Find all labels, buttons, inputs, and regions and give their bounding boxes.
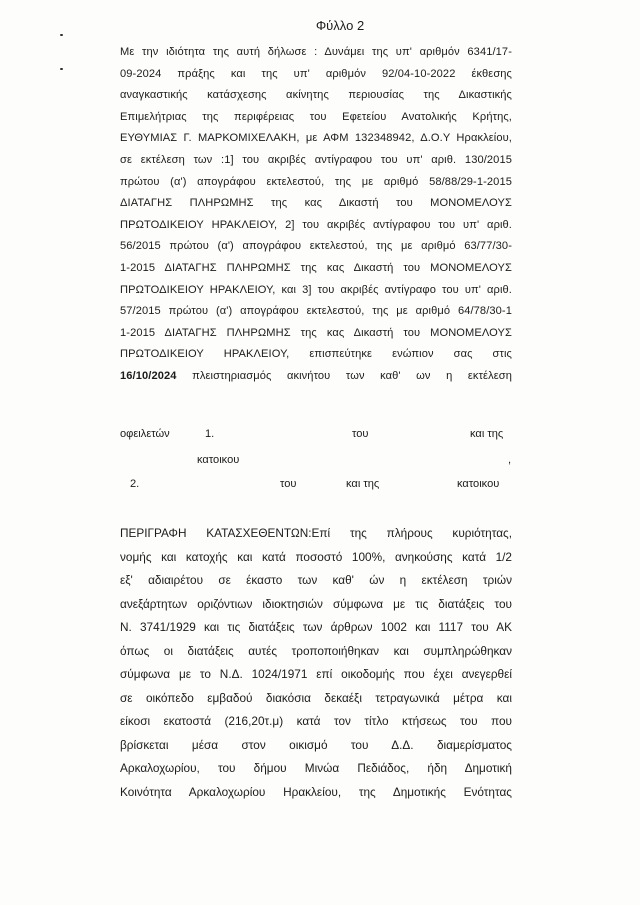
text-line: Κοινότητα Αρκαλοχωρίου Ηρακλείου, της Δημοτικής Ενότητας bbox=[120, 784, 512, 799]
text-line: ΠΡΩΤΟΔΙΚΕΙΟΥ ΗΡΑΚΛΕΙΟΥ, 2] του ακριβές αντίγραφου του υπ' αριθ. bbox=[120, 218, 512, 231]
text-line: 1-2015 ΔΙΑΤΑΓΗΣ ΠΛΗΡΩΜΗΣ της κας Δικαστή του ΜΟΝΟΜΕΛΟΥΣ bbox=[120, 326, 512, 339]
text-line: ΠΡΩΤΟΔΙΚΕΙΟΥ ΗΡΑΚΛΕΙΟΥ, επισπεύτηκε ενώπιον σας στις bbox=[120, 348, 512, 361]
text-line: Επιμελήτριας της περιφέρειας του Εφετείου Ανατολικής Κρήτης, bbox=[120, 110, 512, 123]
text-line: ΕΥΘΥΜΙΑΣ Γ. ΜΑΡΚΟΜΙΧΕΛΑΚΗ, με ΑΦΜ 132348942, Δ.Ο.Υ Ηρακλείου, bbox=[120, 132, 512, 145]
intro-paragraph bbox=[120, 42, 512, 388]
text-line: ΔΙΑΤΑΓΗΣ ΠΛΗΡΩΜΗΣ της κας Δικαστή του ΜΟΝΟΜΕΛΟΥΣ bbox=[120, 197, 512, 210]
scan-speck bbox=[60, 68, 63, 70]
text-line: πρώτου (α') απογράφου εκτελεστού, της με αριθμό 58/88/29-1-2015 bbox=[120, 175, 512, 188]
debtor-comma: , bbox=[508, 454, 512, 466]
debtor-row-3 bbox=[120, 478, 512, 500]
text-line: αναγκαστικής κατάσχεσης ακίνητης περιουσίας της Δικαστικής bbox=[120, 89, 512, 102]
auction-line bbox=[120, 366, 512, 388]
text-line: Ν. 3741/1929 και τις διατάξεις των άρθρων 1002 και 1117 του ΑΚ bbox=[120, 620, 512, 634]
text-line: ΠΕΡΙΓΡΑΦΗ ΚΑΤΑΣΧΕΘΕΝΤΩΝ:Επί της πλήρους κυριότητας, bbox=[120, 526, 512, 540]
auction-text: πλειστηριασμός ακινήτου των καθ' ων η εκτέλεση bbox=[192, 369, 513, 382]
text-line: είκοσι εκατοστά (216,20τ.μ) κατά τον τίτλο κτήσεως του που bbox=[120, 714, 512, 728]
debtor-tou: του bbox=[280, 478, 297, 490]
text-line: 57/2015 πρώτου (α') απογράφου εκτελεστού, της με αριθμό 64/78/30-1 bbox=[120, 305, 512, 318]
text-line: νομής και κατοχής και κατά ποσοστό 100%, ανηκούσης κατά 1/2 bbox=[120, 549, 512, 564]
debtor-row-2 bbox=[120, 454, 512, 476]
debtors-label: οφειλετών bbox=[120, 428, 170, 440]
text-line: βρίσκεται μέσα στον οικισμό του Δ.Δ. διαμερίσματος bbox=[120, 737, 512, 752]
text-line: 09-2024 πράξης και της υπ' αριθμόν 92/04-10-2022 έκθεσης bbox=[120, 67, 512, 80]
text-line: Με την ιδιότητα της αυτή δήλωσε : Δυνάμει της υπ' αριθμόν 6341/17- bbox=[120, 46, 512, 58]
page-header: Φύλλο 2 bbox=[315, 18, 365, 33]
debtor-tou: του bbox=[352, 428, 369, 440]
text-line: 1-2015 ΔΙΑΤΑΓΗΣ ΠΛΗΡΩΜΗΣ της κας Δικαστή του ΜΟΝΟΜΕΛΟΥΣ bbox=[120, 261, 512, 274]
text-line: ΠΡΩΤΟΔΙΚΕΙΟΥ ΗΡΑΚΛΕΙΟΥ, και 3] του ακριβές αντίγραφο του υπ' αριθ. bbox=[120, 283, 512, 296]
debtor-katoikou: κατοικου bbox=[197, 454, 240, 466]
debtor-number: 2. bbox=[130, 478, 140, 490]
debtor-kai-tis: και της bbox=[470, 428, 504, 440]
text-line: 56/2015 πρώτου (α') απογράφου εκτελεστού, της με αριθμό 63/77/30- bbox=[120, 240, 512, 253]
text-line: σε εκτέλεση των :1] του ακριβές αντίγραφου του υπ' αριθ. 130/2015 bbox=[120, 153, 512, 166]
scan-speck bbox=[60, 34, 63, 36]
text-line: ανεξάρτητων οριζόντιων ιδιοκτησιών σύμφωνα με τις διατάξεις του bbox=[120, 596, 512, 611]
auction-date: 16/10/2024 bbox=[120, 369, 177, 382]
text-line: σε οικόπεδο εμβαδού διακόσια δεκαέξι τετραγωνικά μέτρα και bbox=[120, 690, 512, 705]
debtor-row-1 bbox=[120, 428, 512, 450]
debtor-number: 1. bbox=[205, 428, 215, 440]
text-line: όπως οι διατάξεις αυτές τροποποιήθηκαν και συμπληρώθηκαν bbox=[120, 643, 512, 658]
text-line: εξ' αδιαιρέτου σε έκαστο των καθ' ών η εκτέλεση τριών bbox=[120, 573, 512, 587]
text-line: σύμφωνα με το Ν.Δ. 1024/1971 επί οικοδομής που έχει ανεγερθεί bbox=[120, 667, 512, 681]
debtor-katoikou: κατοικου bbox=[457, 478, 500, 490]
description-paragraph bbox=[120, 522, 512, 804]
debtor-kai-tis: και της bbox=[346, 478, 380, 490]
text-line: Αρκαλοχωρίου, του δήμου Μινώα Πεδιάδος, ήδη Δημοτική bbox=[120, 761, 512, 775]
